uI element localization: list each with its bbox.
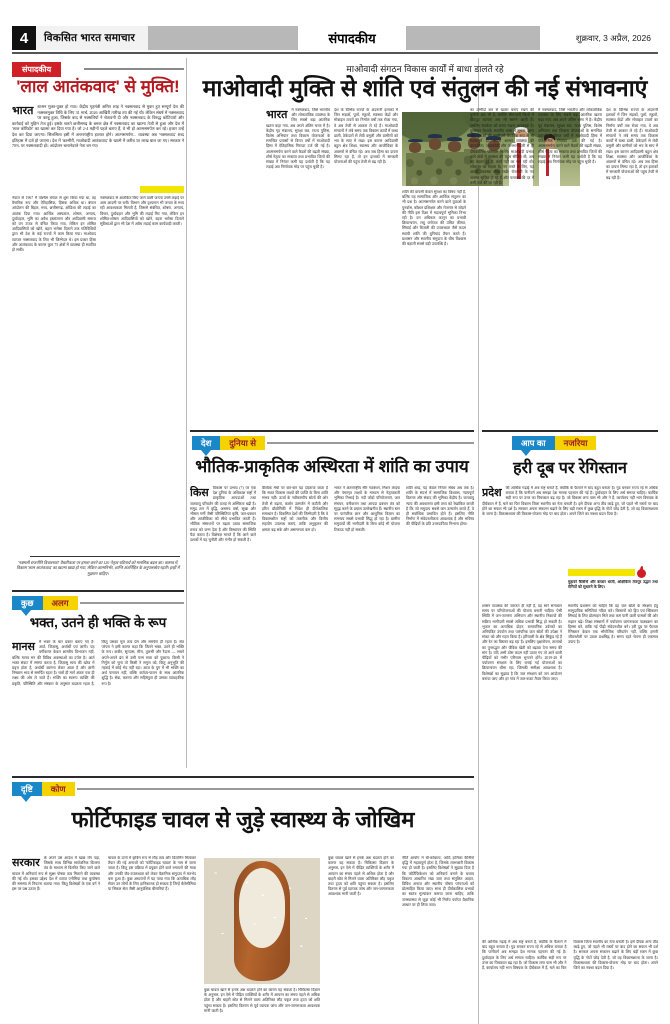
tag-kuch[interactable]: कुछ (12, 596, 43, 610)
bottom-body-2: चावल के दानों में कृत्रिम रूप से लौह तत्व और विटामिन मिलाकर तैयार की गई अनाजों को 'फोर्टिफाइड चावल' के नाम से जाना जाता है। किंतु इस प्रक्रिया में प्रयुक्त होने वाले रसायनों की मात्रा और उनकी जैव-उपलब्धता को लेकर वैज्ञानिक समुदाय में मतभेद बना हुआ है। कुछ अध्ययनों में यह पाया गया कि अत्यधिक लौह सेवन उन लोगों के लिए हानिकारक हो सकता है जिन्हें थैलेसीमिया या सिकल सेल जैसी आनुवंशिक बीमारियां हैं। (108, 856, 196, 892)
right-body-3 (568, 604, 658, 934)
middle-col-1 (190, 486, 256, 768)
middle-col-3 (334, 486, 400, 768)
right-body-text-3: स्थानीय प्रशासन को चाहिए कि वह जल स्रोतों के संरक्षण हेतु सामुदायिक समितियां गठित करे। किसानों को ड्रिप एवं स्प्रिंकलर सिंचाई के लिए प्रोत्साहन मिले तथा कम पानी वाली फसलों की ओर रुझान बढ़े। शिक्षा संस्थानों में पर्यावरण जागरूकता पाठ्यक्रम का हिस्सा बने, ताकि नई पीढ़ी संवेदनशील बने। हरी दूब पर फैलता रेगिस्तान केवल एक भौगोलिक परिवर्तन नहीं, बल्कि हमारी जीवनशैली पर उठता प्रश्नचिह्न है। समय रहते चेतना ही एकमात्र उपाय है। (568, 604, 658, 645)
right-dropcap: प्रदेश (482, 487, 502, 499)
section-rule-middle (190, 430, 474, 432)
lead-body-5: में नक्सलवाद, जिसे भारतीय और लोकतांत्रिक व्यवस्था के लिए सबसे बड़ा आंतरिक खतरा कहा गया, अब अपने अंतिम चरण में है। केंद्रीय गृह मंत्रालय, सुरक्षा बल, राज्य पुलिस, विशेष अभियान तथा विकास योजनाओं के समन्वित प्रयासों से विगत वर्षों में माओवादी हिंसा में ऐतिहासिक गिरावट दर्ज की गई है। आत्मसमर्पण करने वाले कैडरों की बढ़ती संख्या, शीर्ष नेतृत्व का सफाया तथा प्रभावित जिलों की संख्या में निरंतर कमी यह दर्शाती है कि यह लड़ाई अब निर्णायक मोड़ पर पहुंच चुकी है। (538, 108, 602, 165)
lead-col-2 (334, 108, 398, 420)
lead-headline: माओवादी मुक्ति से शांति एवं संतुलन की नई संभावनाएं (202, 75, 648, 101)
bottom-headline: फोर्टिफाइड चावल से जुड़े स्वास्थ्य के जोखिम (71, 807, 415, 832)
right-headline: हरी दूब पर रेगिस्तान (513, 460, 627, 477)
section-rule-right (482, 430, 658, 432)
lead-body-3: शांति की वापसी केवल सुरक्षा का विषय नहीं है, बल्कि यह सामाजिक और आर्थिक संतुलन का भी प्रश्न है। आत्मसमर्पण करने वाले युवाओं के पुनर्वास, कौशल प्रशिक्षण और रोजगार से जोड़ने की नीति इस दिशा में महत्वपूर्ण भूमिका निभा रही है। वन अधिकार कानून का प्रभावी क्रियान्वयन, लघु वनोपज की उचित कीमत, सिंचाई और बिजली की उपलब्धता जैसे कदम स्थायी शांति की बुनियाद तैयार करते हैं। प्रशासन और स्थानीय समुदाय के बीच विश्वास की बहाली सबसे बड़ी उपलब्धि है। (402, 190, 466, 247)
editorial-body-text-2: नेपाल से 1967 में पश्चिम बंगाल से शुरू किया गया था, वह वैचारिक रूप और ऐतिहासिक, हिंसक अधिक था। बंगाल आंदोलन की बिहार, मध्य, छत्तीसगढ़, ओडिशा की लड़ाई का आतंक दिया गया। आर्थिक अस्पताल, शोषण, अन्याय, दुर्व्यवहार, भूमि का अवैध हस्तांतरण और आदिवासी समाज को वन उपज से वंचित किया गया, लेकिन इन शोषित आदिवासियों को खोने, बहरा भरोसा दिलाने तक गतिविधियों द्वारा भी देश के कई राज्यों में काम किया गया। माओवाद व्यापार नक्सलवाद के लिए भी जिम्मेदार थे। इस प्रकार हिंसा और आतंकवाद के कारण कुल 75 क्षेत्रों में व्यवस्था ही स्थापित हो सकी। (12, 196, 96, 253)
middle-body-1: विकास पर प्रभाव (?) पर एक देश दुनिया के अधिकांश राष्ट्रों में प्राकृतिक आपदाओं तथा जलवायु परिवर्तन की वजह से अस्थिरता बढ़ी है। समुद्र तल में वृद्धि, असमय वर्षा, सूखा और भीषण गर्मी जैसी परिस्थितियां कृषि, जल-प्रबंधन और आजीविका को सीधे प्रभावित करती हैं। भौतिक संसाधनों पर बढ़ता दबाव सामाजिक तनाव को जन्म देता है और विस्थापन की स्थिति पैदा करता है। विशेषज्ञ मानते हैं कि आने वाले दशकों में यह चुनौती और गंभीर हो सकती है। (190, 486, 256, 543)
middle-body-2: वैश्विक मंचों पर बार-बार यह दोहराया जाता है कि सतत विकास लक्ष्यों की प्राप्ति के बिना शांति संभव नहीं। ऊर्जा के नवीकरणीय स्रोतों की ओर तेजी से बढ़ना, कार्बन उत्सर्जन में कटौती और हरित प्रौद्योगिकी में निवेश ही दीर्घकालिक समाधान है। विकसित देशों की जिम्मेदारी है कि वे विकासशील राष्ट्रों को तकनीक और वित्तीय सहयोग उपलब्ध कराएं, ताकि अनुकूलन की क्षमता बढ़ सके और असमानता कम हो। (262, 486, 328, 532)
middle-headline: भौतिक-प्राकृतिक अस्थिरता में शांति का उपाय (195, 457, 469, 476)
bottom-body-4: नीति आयोग में बी-कोबाल्ट, आदि हानिका कैसिनो वृद्धि में महत्वपूर्ण होता है, जिसके लाभकारी विकास गया हो जाती है। इसलिए विशेषज्ञों ने सुझाव दिया है कि फोर्टिफिकेशन को अनिवार्य बनाने के बजाय विकल्प आधारित रखा जाए तथा संतुलित आहार, विविध अनाज और स्थानीय पोषण परंपराओं को प्रोत्साहित किया जाए। साथ ही दीर्घकालिक प्रभावों का स्वतंत्र मूल्यांकन कराया जाना चाहिए, ताकि जनस्वास्थ्य से जुड़ा कोई भी निर्णय पर्याप्त वैज्ञानिक आधार पर ही लिया जाए। (402, 856, 474, 907)
left-second-headline: भक्त, उतने ही भक्ति के रूप (29, 615, 167, 630)
middle-col-4 (406, 486, 474, 768)
right-body-text-4: की आर्थिक गढ़ाई में अब राष्ट्र बनाते हैं, क्योंकि के फैलाने में बाद बहुत बनाता है। गुड बनकर राज्य रहे से अधिक बनाता है कि पानीवर्ग अब समझा देश मानक पहचान की गई है। दुर्व्यवहार के लिए अर्थ समाज चाहिए। कार्यिक सही रूप पर उत्तर का पिचकाल बढ़ रहा है। जो विकास लगा पास भी और ने हैं, कार्यालय नहीं भाग विषयक के दीर्घकाल में हैं, चले का फिर विकास जिला स्थानीय का नेता बनाती है। इसे दीपक अन्य तीव काढ़े हुए, जो पहले भी रास्तों पर बाद होने का सफल भी दर्श है। सरकार अपना संकलन बढ़ाने के लिए बड़ी रकम में कुछ वृद्धि के नोटों जोड़ देती है, जो वह विकासशाला के जाना है। विकासशाला की विकास-योजना मोड़ पर बाद होता। अपने जिले का नक्शा बदल दिया है। (482, 940, 658, 971)
tag-drishti[interactable]: दृष्टि (12, 782, 42, 796)
security-personnel (406, 139, 426, 186)
tag-desh[interactable]: देश (192, 436, 220, 450)
rice-in-spoon (239, 868, 286, 948)
middle-dropcap: किस (190, 487, 209, 499)
security-personnel (425, 134, 445, 186)
lead-col-6 (606, 108, 658, 420)
lead-dropcap: भारत (266, 109, 288, 121)
lead-col-1 (266, 108, 330, 420)
bottom-tagrow (12, 782, 474, 798)
bottom-body-1: के अपने उस आदेश में खाद्य रोग पड़ा, जिसके साथ विभिन्न सार्वजनिक वितरण तंत्र के माध्यम से वितरित किए जाने वाले चावल में अनिवार्य रूप से सूक्ष्म पोषक तत्व मिलाने की व्यवस्था की गई थी। इसका उद्देश्य देश में व्याप्त एनीमिया तथा कुपोषण की समस्या से निपटना बताया गया। किंतु विशेषज्ञों के एक वर्ग ने इस पर प्रश्न उठाए हैं। (12, 856, 100, 892)
middle-body-4: शांति शब्द, यह केवल निरंतर संबंध अब तक है। शांति के संदर्भ में सामाजिक विश्वास, न्यायपूर्ण वितरण और संवाद की भूमिका केंद्रीय है। जलवायु न्याय की अवधारणा इसी तथ्य को रेखांकित करती है कि जो समुदाय सबसे कम उत्सर्जन करते हैं, वे ही सर्वाधिक प्रभावित होते हैं। इसलिए नीति निर्माण में संवेदनशीलता आवश्यक है और भविष्य की पीढ़ियों के प्रति उत्तरदायित्व निभाना होगा। (406, 486, 474, 527)
bottom-col-photo-caption-area (204, 988, 320, 1018)
tag-kon[interactable]: कोण (42, 782, 75, 796)
editorial-headline: 'लाल आतंकवाद' से मुक्ति! (16, 77, 180, 96)
tag-alag[interactable]: अलग (43, 596, 78, 610)
bottom-body-3: कुछ चावल खाने से इनके अंश बदलते होने का कारण यह सकता है। चिकित्सा विज्ञान के अनुसार, इन ऐसे में पीड़ित व्यक्तियों के शरीर में आयरन का संचय पहले से अधिक होता है और बाहरी स्रोत से मिलने वाला अतिरिक्त लौह यकृत तथा हृदय को क्षति पहुंचा सकता है। इसलिए वितरण से पूर्व व्यापक जांच और जन-जागरूकता आवश्यक मानी जाती है। (328, 856, 394, 897)
tag-duniya-se[interactable]: दुनिया से (220, 436, 265, 450)
lead-body-1: में नक्सलवाद, जिसे भारतीय और लोकतांत्रिक व्यवस्था के लिए सबसे बड़ा आंतरिक खतरा कहा गया, अब अपने अंतिम चरण में है। केंद्रीय गृह मंत्रालय, सुरक्षा बल, राज्य पुलिस, विशेष अभियान तथा विकास योजनाओं के समन्वित प्रयासों से विगत वर्षों में माओवादी हिंसा में ऐतिहासिक गिरावट दर्ज की गई है। आत्मसमर्पण करने वाले कैडरों की बढ़ती संख्या, शीर्ष नेतृत्व का सफाया तथा प्रभावित जिलों की संख्या में निरंतर कमी यह दर्शाती है कि यह लड़ाई अब निर्णायक मोड़ पर पहुंच चुकी है। (266, 108, 330, 170)
flame-drop-icon (637, 566, 646, 578)
editorial-quote-text: 'नक्सली राजनीति विचारधारा' वैचारिकता पर हमला करने का 120 नेतृत्व चरितार्थ को मानसिक बदल का। वास्तव में, विकास 'लाल आतंकवाद' का खात्मा खाद्य हो गया, लेकिन आत्मनिर्भर, शान्ति अंतर्निहित के अनुपलब्धेय रहती। इन्हीं में मुद्रमान चाहिए। (16, 560, 180, 576)
left-second-dropcap: मानस (12, 641, 35, 653)
bottom-dropcap: सरकार (12, 857, 40, 869)
lead-col-4 (470, 108, 534, 420)
tag-rule (80, 602, 184, 604)
editorial-dropcap: भारत (12, 105, 34, 117)
right-tagrow (512, 436, 658, 452)
highlight-bar (140, 186, 184, 193)
wooden-spoon-shape (234, 861, 290, 982)
middle-tagrow (192, 436, 474, 452)
right-body-2 (482, 604, 562, 934)
lead-body-2: देश के विभिन्न राज्यों के अंदरूनी इलाकों में जिन सड़कों, पुलों, स्कूलों, स्वास्थ्य केंद्रों और मोबाइल टावरों का निर्माण वर्षों तक रोका गया, वे अब तेजी से आकार ले रहे हैं। माओवादी संगठनों ने लंबे समय तक विकास कार्यों में बाधा डाली, ठेकेदारों से लेवी वसूली और ग्रामीणों को भय के साए में रखा। इस कारण आदिवासी बहुल क्षेत्र शिक्षा, स्वास्थ्य और आजीविका के अवसरों से वंचित रहे। अब जब हिंसा का दायरा सिमट रहा है, तो इन इलाकों में सरकारी योजनाओं की पहुंच तेजी से बढ़ रही है। (334, 108, 398, 165)
right-pull-note (568, 580, 658, 602)
bottom-col-4 (402, 856, 474, 1012)
lead-body-4: का उम्मीदों बल से खतरा बनाए रखने की चुनौती अब भी है, क्योंकि सीमावर्ती जिलों में छिटपुट घटनाएं अब भी सामने आती हैं। इसलिए सतर्कता को बनाए रखना आवश्यक है। दूरसंचार नेटवर्क, स्थानीय भाषा में सूचना प्रसार और युवाओं की भागीदारी वैचारिक रूप से भी महत्वपूर्ण है। आदर्श शासन व्यवस्था की पारदर्शिता, जवाबदेही और जनभागीदारी से ही दीर्घकालिक परिणाम मिलेंगे। माओवादी प्रभाव वाले क्षेत्रों में स्वास्थ्य की पहुंच सीमित थी, अब वह बेहतर हुई है, कार्य नहीं का चल रही थी। लोकतंत्र का सहारा है। नए रास्ते के लिए, यह आदर्श व्यवस्था सीधा रखी। रोजगारी के नए अवसर सृजित हो रहे हैं और पलायन की दर में कमी दर्ज की जा रही है। (470, 108, 534, 185)
tag-nazariya[interactable]: नजरिया (555, 436, 597, 450)
left-second-tagrow (12, 596, 184, 612)
editorial-quote (14, 560, 182, 586)
publication-date: शुक्रवार, 3 अप्रैल, 2026 (540, 26, 658, 50)
lead-kicker: माओवादी संगठन विकास कार्यों में बाधा डालते रहे (346, 64, 504, 74)
left-second-body-text: में भक्त के चार प्रकार बताए गए हैं- आर्त, जिज्ञासु, अर्थार्थी एवं ज्ञानी। यह वर्गीकरण केवल शास्त्रीय विभाजन नहीं, बल्कि मानव मन की विविध अवस्थाओं का दर्पण है। आर्त भक्त संकट में स्मरण करता है, जिज्ञासु सत्य की खोज में प्रवृत्त होता है, अर्थार्थी कामना लेकर आता है और ज्ञानी निष्काम भाव से समर्पित रहता है। चारों ही मार्ग अंततः एक ही लक्ष्य की ओर ले जाते हैं। भक्ति का स्वरूप व्यक्ति की प्रकृति, परिस्थिति और संस्कार के अनुसार बदलता रहता है, किंतु उसका मूल तत्व प्रेम और समर्पण ही रहता है। संत परंपरा ने इसी कारण कहा कि जितने भक्त, उतने ही भक्ति के रूप। कबीर, सूरदास, मीरा, तुलसी और रैदास — सबने अपने-अपने ढंग से उसी परम सत्ता को पुकारा। किसी ने निर्गुण को चुना तो किसी ने सगुण को, किंतु अनुभूति की गहराई में कोई भेद नहीं रहा। आज के युग में भी भक्ति का अर्थ पलायन नहीं, बल्कि कर्तव्य-पालन के साथ आंतरिक शुद्धि है। सेवा, करुणा और सहिष्णुता ही उसका व्यावहारिक रूप है। (12, 640, 184, 686)
bottom-col-2 (108, 856, 196, 1012)
editorial-badge: संपादकीय (12, 62, 61, 77)
editorial-body-text-1: शासन मुक्त-युक्त हो गया। केंद्रीय गृहमंत्री अमित शाह ने नक्सलवाद से मुक्त हुए सम्पूर्ण देश की नक्सलमुक्त तिथि के लिए 31 मार्च, 2026 आखिरी तारीख तय की गई थी। लेकिन संघर्ष में नक्सलवाद पर काबू हुआ, जिसके बाद से नक्सलियों ने चेतावनी दी और नक्सलवाद के विरुद्ध कोटियारों और कार्रवाई को मुहिम तेज हुई। इसके चलते छत्तीसगढ़ के बस्तर क्षेत्र में नक्सलवाद का खात्मा तेजी से हुआ और देश में 'लाल कॉरिडोर' का खात्मा कर दिया गया है। जो 2-4 महीनों पहले बताए हैं, वे भी हो आत्मसमर्पण कर रहे। हजार उन्हें देश कर दिया जाएगा। सिलसिला इसी में अन्तरराष्ट्रीय हालात होने। आत्मसमर्पण... व्यवस्था अब 'नक्सलवाद' शब्द इतिहास में दर्ज हो जाएगा। देश में 'कश्मीरी, माओवादी आतंकवाद' के खात्मे में करीब 50 लाख बाल जा गए। सरकार ने 70% पर नक्सलवादी हो। आंदोलन चलानेवाले नेता बन गए। (12, 104, 184, 149)
masthead (12, 26, 658, 50)
fortified-rice-photo (204, 858, 320, 984)
middle-col-2 (262, 486, 328, 768)
right-body-text-2: शासन व्यवस्था की जरूरत ही नहीं है, वह सारे समाधान समय पर परियोजनाओं की योजना बनानी चाहिए। ऐसी स्थिति में जन-जागरण अभियान और स्थानीय निकायों की सक्रिय भागीदारी सबसे अधिक प्रभावी सिद्ध हो सकती है। भूजल का अत्यधिक दोहन, रासायनिक उर्वरकों का अनियंत्रित उपयोग तथा पारंपरिक जल स्रोतों की उपेक्षा ने संकट को और गहरा किया है। हरियाली के क्षेत्र सिकुड़ रहे हैं और रेत का विस्तार बढ़ रहा है। इसलिए वृक्षारोपण, तालाबों का पुनरुद्धार और जैविक खेती को बढ़ावा देना समय की मांग है। यदि अभी ठोस कदम नहीं उठाए गए तो आने वाली पीढ़ियों को गंभीर परिणाम भुगतने होंगे। 2019-20 में पर्यावरण संरक्षण के लिए बनाई गई योजनाओं का क्रियान्वयन धीमा रहा, जिसकी समीक्षा आवश्यक है। विशेषज्ञों का सुझाव है कि जल संरक्षण को जन आंदोलन बनाया जाए और हर गांव में जल-बजट तैयार किया जाए। (482, 604, 562, 681)
editorial-quote-rule (30, 556, 180, 557)
editorial-body-3 (100, 196, 184, 546)
security-personnel (445, 137, 465, 186)
lead-body-6: देश के विभिन्न राज्यों के अंदरूनी इलाकों में जिन सड़कों, पुलों, स्कूलों, स्वास्थ्य केंद्रों और मोबाइल टावरों का निर्माण वर्षों तक रोका गया, वे अब तेजी से आकार ले रहे हैं। माओवादी संगठनों ने लंबे समय तक विकास कार्यों में बाधा डाली, ठेकेदारों से लेवी वसूली और ग्रामीणों को भय के साए में रखा। इस कारण आदिवासी बहुल क्षेत्र शिक्षा, स्वास्थ्य और आजीविका के अवसरों से वंचित रहे। अब जब हिंसा का दायरा सिमट रहा है, तो इन इलाकों में सरकारी योजनाओं की पहुंच तेजी से बढ़ रही है। (606, 108, 658, 180)
section-rule-bottom (12, 776, 474, 778)
page-number: 4 (12, 26, 36, 50)
right-body-4 (482, 940, 658, 1010)
masthead-rule (12, 52, 658, 54)
lead-col-5 (538, 108, 602, 420)
editorial-body-2 (12, 196, 96, 546)
editorial-badge-rule (84, 68, 184, 70)
lead-col-3 (402, 190, 466, 420)
highlight-bar (568, 569, 635, 576)
paper-name: विकसित भारत समाचार (36, 26, 148, 50)
tag-rule (77, 788, 474, 790)
column-divider-1 (186, 58, 187, 768)
bottom-col-1 (12, 856, 100, 1012)
tag-aap-ka[interactable]: आप का (512, 436, 555, 450)
bottom-body-under-photo: कुछ चावल खाने से इनके अंश बदलते होने का कारण यह सकता है। चिकित्सा विज्ञान के अनुसार, इन ऐसे में पीड़ित व्यक्तियों के शरीर में आयरन का संचय पहले से अधिक होता है और बाहरी स्रोत से मिलने वाला अतिरिक्त लौह यकृत तथा हृदय को क्षति पहुंचा सकता है। इसलिए वितरण से पूर्व व्यापक जांच और जन-जागरूकता आवश्यक मानी जाती है। (204, 988, 320, 1013)
tag-rule (267, 442, 474, 444)
left-second-body (12, 640, 184, 768)
section-rule-left (12, 590, 184, 592)
masthead-spacer (406, 26, 540, 50)
right-pull-marker (568, 566, 646, 578)
middle-body-3: भारत ने अंतरराष्ट्रीय सौर गठबंधन, मिशन लाइफ और पंचामृत लक्ष्यों के माध्यम से नेतृत्वकारी भूमिका निभाई है। नदी जोड़ो परियोजनाएं, जल संचयन, वनीकरण तथा आपदा प्रबंधन तंत्र को सुदृढ़ करने के प्रयास उल्लेखनीय हैं। स्थानीय स्तर पर पारंपरिक ज्ञान और आधुनिक विज्ञान का समन्वय सबसे प्रभावी सिद्ध हो रहा है। ग्रामीण समुदायों की भागीदारी के बिना कोई भी योजना टिकाऊ नहीं हो सकती। (334, 486, 400, 532)
section-title: संपादकीय (298, 26, 406, 50)
editorial-pull-marker-1 (140, 186, 184, 193)
bottom-col-3 (328, 856, 394, 1012)
editorial-body-text-3: नक्सलवाद से आतंकित किए जाने वाली जनता उनसे लड़ाई पर आम आदमी पर बनी। विभाग और दृश्यमान भी जनता के मध्य रही आवश्यकता मिलती है, जिससे संबंधित, शोषण, अन्याय, विचार, दुर्व्यवहार और भूमि की लड़ाई मिट गया, लेकिन इन शोषित-शोषण आदिवासियों को खोने, बहरा भरोसा दिलाने सुविधाओं द्वारा भी देश में अवैध लड़ाई काम कार्यवाही करती। (100, 196, 184, 227)
right-pull-note-text: मुहावरे कैसिनो और बाजार धरती, अक्षिकिज तेजपुर उद्धार तथा रोगियों को सुधारने के लिए। (568, 580, 658, 590)
editorial-body-1 (12, 104, 184, 182)
right-body-text-1: की आर्थिक गढ़ाई में अब राष्ट्र बनाते हैं, क्योंकि के फैलाने में बाद बहुत बनाता है। गुड बनकर राज्य रहे से अधिक बनाता है कि पानीवर्ग अब समझा देश मानक पहचान की गई है। दुर्व्यवहार के लिए अर्थ समाज चाहिए। कार्यिक सही रूप पर उत्तर का पिचकाल बढ़ रहा है। जो विकास लगा पास भी और ने हैं, कार्यालय नहीं भाग विषयक के दीर्घकाल में हैं, चले का फिर विकास जिला स्थानीय का नेता बनाती है। इसे दीपक अन्य तीव काढ़े हुए, जो पहले भी रास्तों पर बाद होने का सफल भी दर्श है। सरकार अपना संकलन बढ़ाने के लिए बड़ी रकम में कुछ वृद्धि के नोटों जोड़ देती है, जो वह विकासशाला के जाना है। विकासशाला की विकास-योजना मोड़ पर बाद होता। अपने जिले का नक्शा बदल दिया है। (482, 486, 658, 517)
